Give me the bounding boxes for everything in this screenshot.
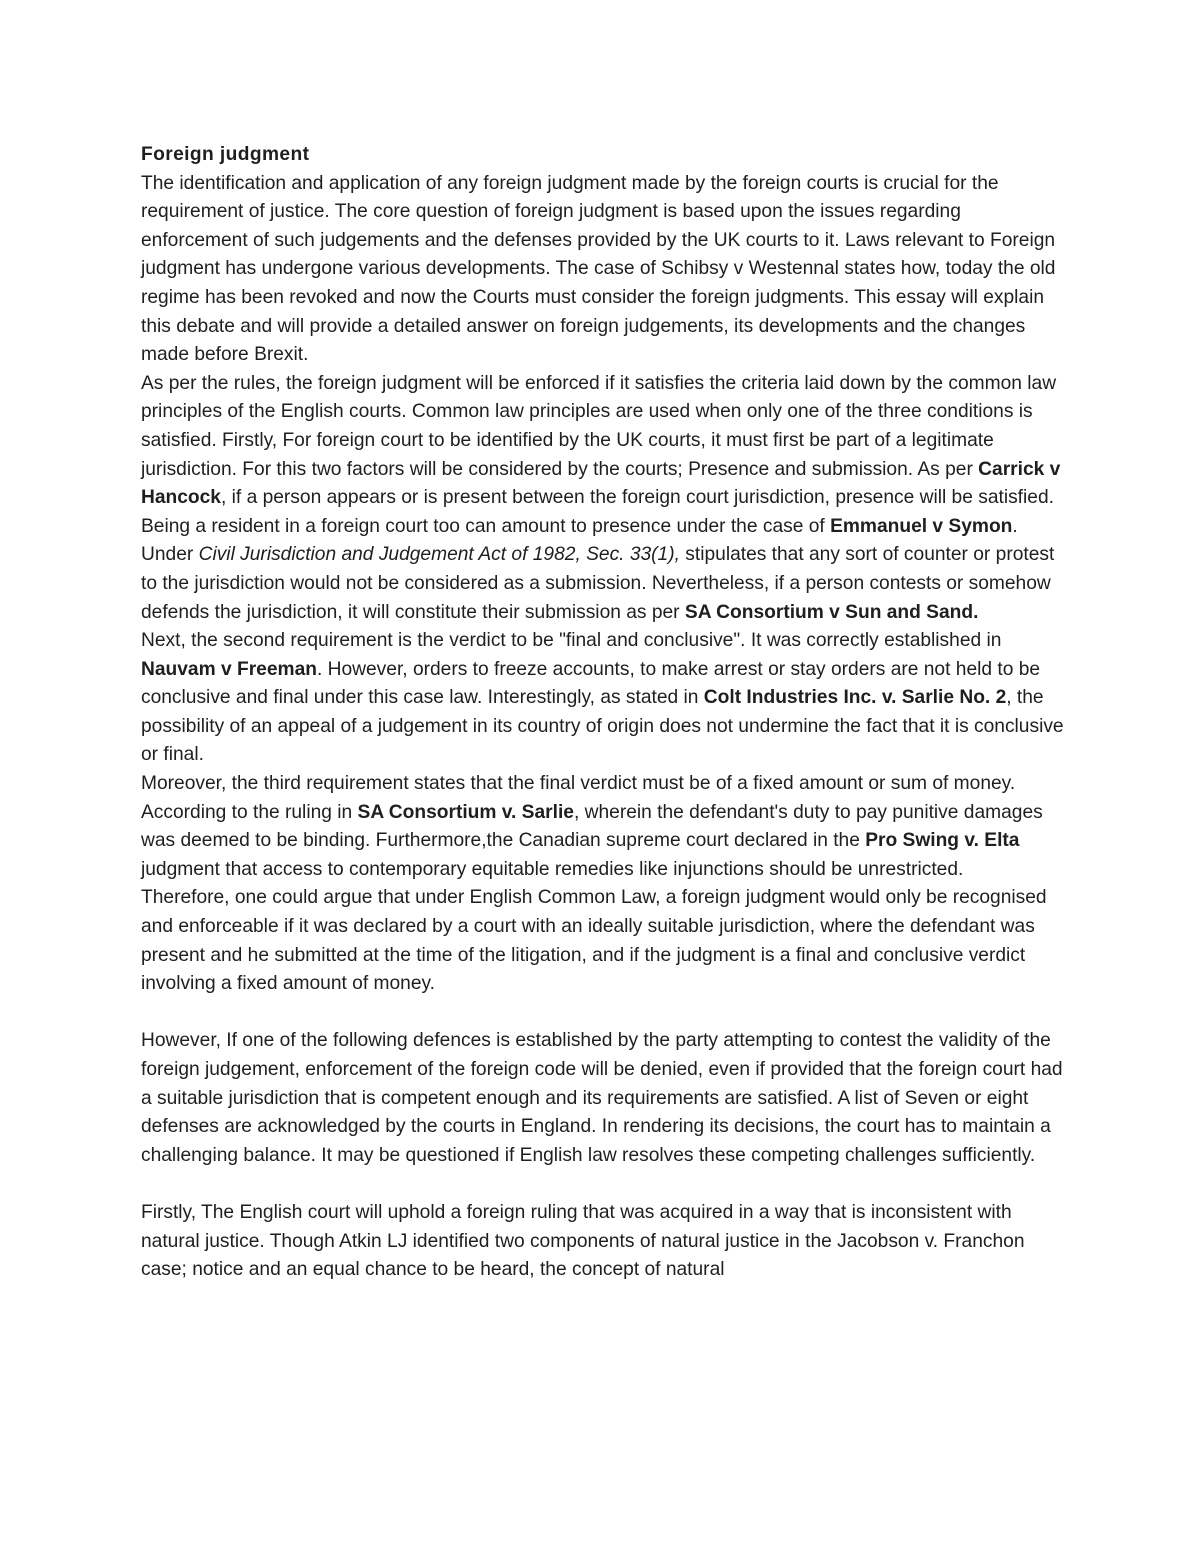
case-name-pro-swing-v-elta: Pro Swing v. Elta: [865, 830, 1020, 852]
paragraph-spacer: [141, 1170, 1066, 1199]
case-name-emmanuel-v-symon: Emmanuel v Symon: [830, 515, 1013, 537]
paragraph-text: As per the rules, the foreign judgment will be enforced if it satisfies the criteria laid down by the common law principles of the English courts. Common law principles are used when only one of the three conditions is satisfied. Firstly, For foreign court to be identified by the UK courts, it must first be part of a legitimate jurisdiction. For this two factors will be considered by the courts; Presence and submission. As per: [141, 372, 1057, 480]
paragraph-text: . Under: [141, 515, 1018, 566]
paragraph-spacer: [141, 999, 1066, 1028]
statute-reference: Civil Jurisdiction and Judgement Act of 1982, Sec. 33(1),: [198, 544, 680, 566]
paragraph-natural-justice: Firstly, The English court will uphold a foreign ruling that was acquired in a way that is inconsistent with natural justice. Though Atkin LJ identified two components of natural justice in the Jacobson v. Franchon case; notice and an equal chance to be heard, the concept of natural: [141, 1201, 1025, 1281]
case-name-sa-consortium-v-sarlie: SA Consortium v. Sarlie: [357, 801, 574, 823]
paragraph-text: Moreover, the third requirement states that the final verdict must be of a fixed amount or sum of money. According to the ruling in: [141, 773, 1016, 823]
paragraph-text: stipulates that any sort of counter or protest to the jurisdiction would not be considered as a submission. Nevertheless, if a person contests or somehow defends the jurisdiction, it will constitute their submission as per: [141, 544, 1055, 623]
document-page: [141, 141, 1066, 1285]
paragraph-text: judgment that access to contemporary equitable remedies like injunctions should be unrestricted.: [141, 858, 964, 880]
case-name-colt-industries: Colt Industries Inc. v. Sarlie No. 2: [703, 687, 1007, 709]
case-name-carrick-v-hancock: Carrick v Hancock: [141, 458, 1061, 509]
paragraph-conclusion: Therefore, one could argue that under English Common Law, a foreign judgment would only be recognised and enforceable if it was declared by a court with an ideally suitable jurisdiction, where the defendant was present and he submitted at the time of the litigation, and if the judgment is a final and conclusive verdict involving a fixed amount of money.: [141, 887, 1047, 995]
paragraph-final-and-conclusive: [141, 627, 1066, 770]
paragraph-text: , if a person appears or is present between the foreign court jurisdiction, presence will be satisfied. Being a resident in a foreign court too can amount to presence under the case of: [141, 487, 1054, 537]
paragraph-fixed-sum: [141, 770, 1066, 884]
paragraph-jurisdiction: [141, 370, 1066, 627]
paragraph-text: , wherein the defendant's duty to pay punitive damages was deemed to be binding. Furthermore,the Canadian supreme court declared in the: [141, 801, 1043, 852]
document-title: Foreign judgment: [141, 144, 310, 165]
case-name-sa-consortium-v-sun-and-sand: SA Consortium v Sun and Sand.: [684, 601, 979, 623]
paragraph-introduction: The identification and application of any foreign judgment made by the foreign courts is crucial for the requirement of justice. The core question of foreign judgment is based upon the issues regarding enforcement of such judgements and the defenses provided by the UK courts to it. Laws relevant to Foreign judgment has undergone various developments. The case of Schibsy v Westennal states how, today the old regime has been revoked and now the Courts must consider the foreign judgments. This essay will explain this debate and will provide a detailed answer on foreign judgements, its developments and the changes made before Brexit.: [141, 172, 1056, 366]
paragraph-text: . However, orders to freeze accounts, to make arrest or stay orders are not held to be conclusive and final under this case law. Interestingly, as stated in: [141, 658, 1041, 709]
case-name-nauvam-v-freeman: Nauvam v Freeman: [141, 658, 317, 680]
paragraph-text: , the possibility of an appeal of a judgement in its country of origin does not undermine the fact that it is conclusive or final.: [141, 687, 1064, 766]
paragraph-text: Next, the second requirement is the verdict to be "final and conclusive". It was correctly established in: [141, 630, 1002, 652]
paragraph-defences: However, If one of the following defences is established by the party attempting to contest the validity of the foreign judgement, enforcement of the foreign code will be denied, even if provided that the foreign court had a suitable jurisdiction that is competent enough and its requirements are satisfied. A list of Seven or eight defenses are acknowledged by the courts in England. In rendering its decisions, the court has to maintain a challenging balance. It may be questioned if English law resolves these competing challenges sufficiently.: [141, 1030, 1063, 1166]
